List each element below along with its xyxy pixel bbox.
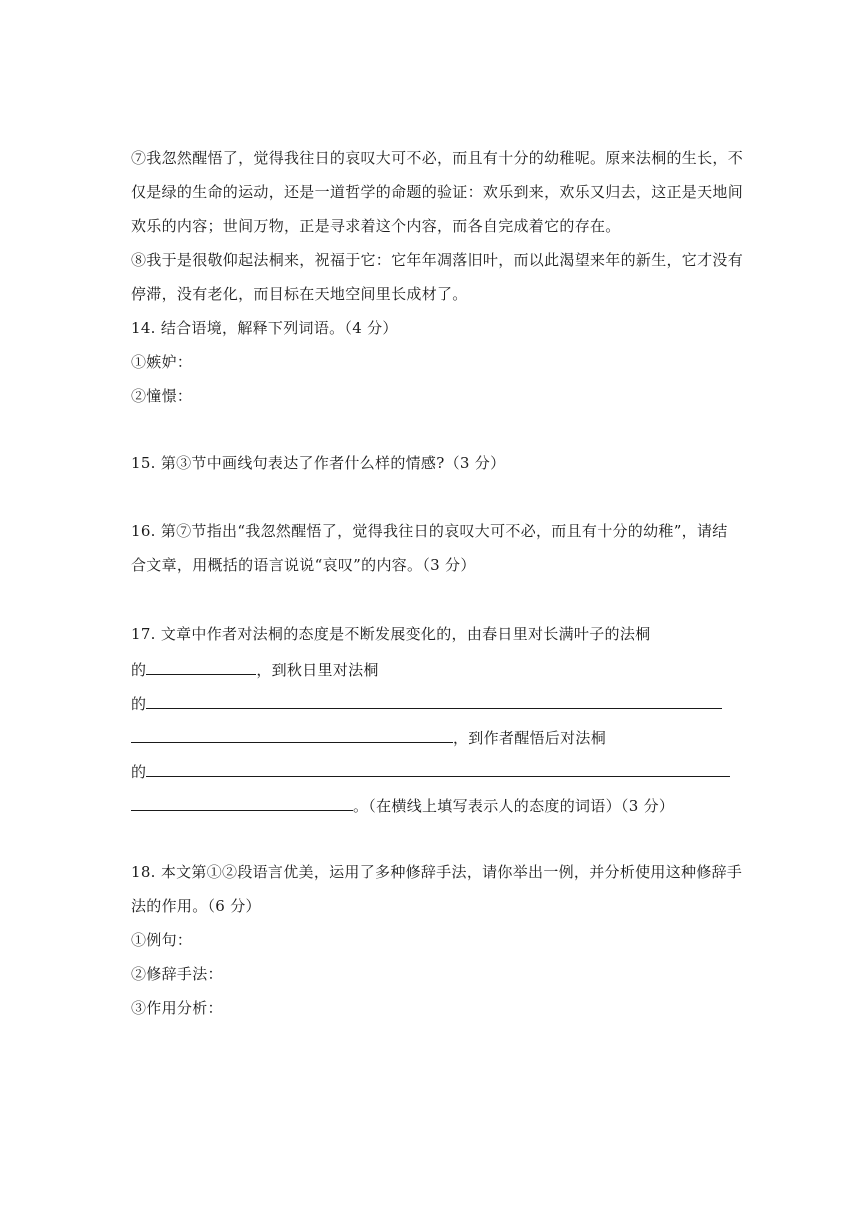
question-17-line-3 [131, 692, 722, 714]
answer-blank-2[interactable] [146, 692, 722, 709]
question-15: 15. 第③节中画线句表达了作者什么样的情感?（3 分） [131, 454, 506, 472]
question-17-line-2 [131, 658, 379, 680]
answer-blank-3[interactable] [131, 726, 453, 743]
question-16-line-1: 16. 第⑦节指出“我忽然醒悟了，觉得我往日的哀叹大可不必，而且有十分的幼稚”，请结 [131, 522, 728, 540]
paragraph-7-line-2: 仅是绿的生命的运动，还是一道哲学的命题的验证：欢乐到来，欢乐又归去，这正是天地间 [131, 183, 744, 201]
question-18-item-2: ②修辞手法： [131, 965, 223, 983]
question-18-line-2: 法的作用。（6 分） [131, 897, 261, 915]
answer-blank-1[interactable] [146, 658, 256, 675]
de-label: 的 [131, 695, 147, 713]
q17-text-after-blank-5: 。（在横线上填写表示人的态度的词语）（3 分） [353, 797, 675, 815]
paragraph-8-line-1: ⑧我于是很敬仰起法桐来，祝福于它：它年年凋落旧叶，而以此渴望来年的新生，它才没有 [131, 251, 744, 269]
question-17-line-6 [131, 794, 674, 816]
paragraph-7-line-1: ⑦我忽然醒悟了，觉得我往日的哀叹大可不必，而且有十分的幼稚呢。原来法桐的生长，不 [131, 149, 744, 167]
question-17-line-1: 17. 文章中作者对法桐的态度是不断发展变化的，由春日里对长满叶子的法桐 [131, 625, 651, 643]
paragraph-7-line-3: 欢乐的内容；世间万物，正是寻求着这个内容，而各自完成着它的存在。 [131, 217, 621, 235]
answer-blank-4[interactable] [146, 760, 730, 777]
question-18-line-1: 18. 本文第①②段语言优美，运用了多种修辞手法，请你举出一例，并分析使用这种修辞手 [131, 863, 743, 881]
q17-text-after-blank-1: ，到秋日里对法桐 [256, 661, 379, 679]
de-label: 的 [131, 763, 147, 781]
answer-blank-5[interactable] [131, 794, 353, 811]
de-label: 的 [131, 661, 147, 679]
question-16-line-2: 合文章，用概括的语言说说“哀叹”的内容。（3 分） [131, 556, 476, 574]
question-17-line-5 [131, 760, 730, 782]
q17-text-after-blank-3: ，到作者醒悟后对法桐 [453, 729, 607, 747]
question-18-item-1: ①例句： [131, 931, 193, 949]
question-14-item-2: ②憧憬： [131, 387, 193, 405]
question-14: 14. 结合语境，解释下列词语。（4 分） [131, 319, 398, 337]
question-17-line-4 [131, 726, 606, 748]
paragraph-8-line-2: 停滞，没有老化，而目标在天地空间里长成材了。 [131, 285, 468, 303]
question-14-item-1: ①嫉妒： [131, 353, 193, 371]
question-18-item-3: ③作用分析： [131, 999, 223, 1017]
